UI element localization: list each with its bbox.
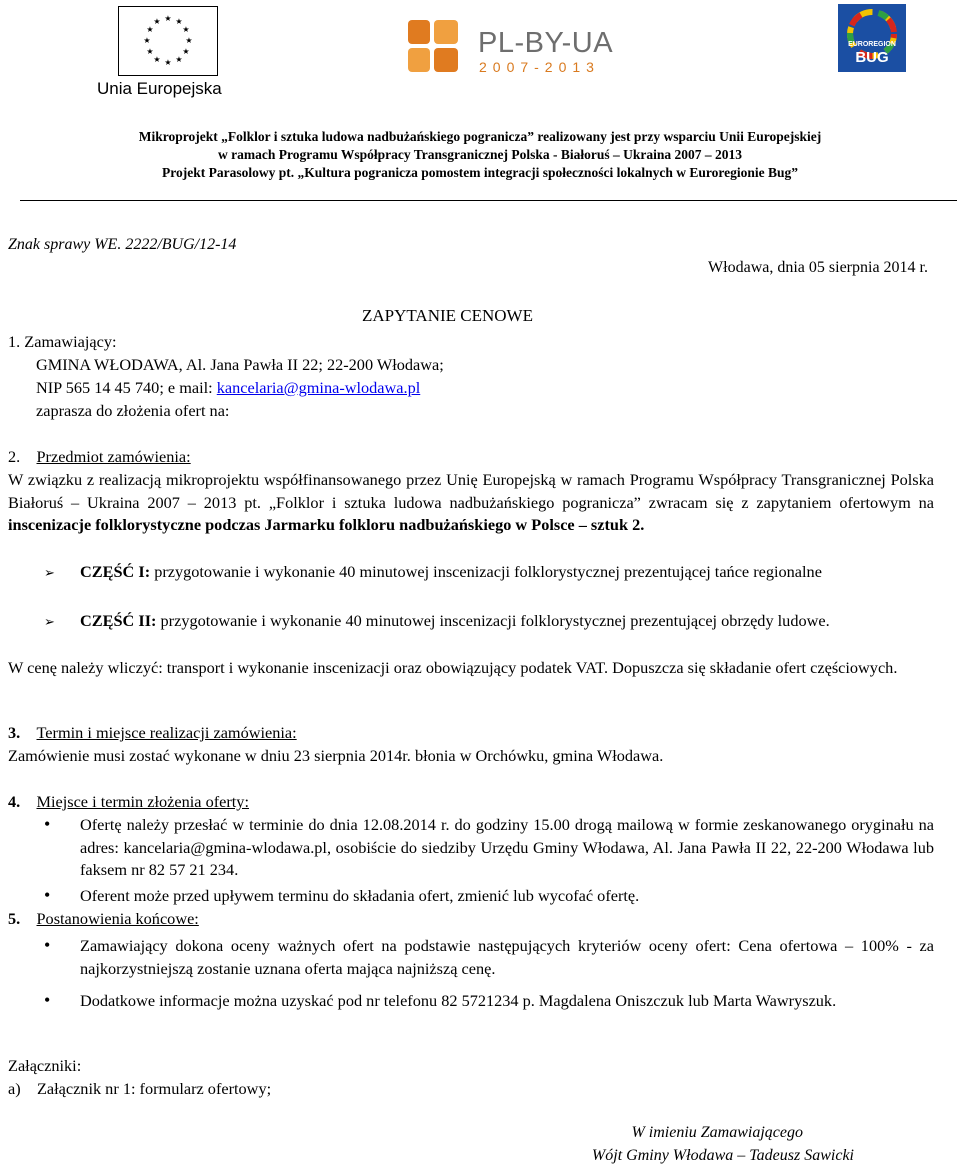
svg-text:★: ★ xyxy=(164,14,172,23)
eu-flag-logo xyxy=(118,6,218,76)
section-2-subject: inscenizacje folklorystyczne podczas Jarmarku folkloru nadbużańskiego w Polsce – sztuk 2. xyxy=(8,515,645,535)
section-5-heading xyxy=(8,908,199,931)
svg-text:★: ★ xyxy=(153,17,161,26)
document-title: ZAPYTANIE CENOWE xyxy=(362,306,533,325)
attachment-text: Załącznik nr 1: formularz ofertowy; xyxy=(36,1079,272,1098)
svg-text:★: ★ xyxy=(175,17,183,26)
part-1-text xyxy=(80,561,934,584)
bullet-icon: • xyxy=(44,814,51,834)
section-2-title: Przedmiot zamówienia: xyxy=(36,447,191,466)
part-1-description: przygotowanie i wykonanie 40 minutowej inscenizacji folklorystycznej prezentującej tańce regionalne xyxy=(150,562,822,581)
svg-text:★: ★ xyxy=(146,25,154,34)
section-2-number: 2. xyxy=(8,447,21,466)
svg-text:★: ★ xyxy=(182,47,190,56)
bullet-icon: • xyxy=(44,935,51,955)
header-line-2: w ramach Programu Współpracy Transgranicznej Polska - Białoruś – Ukraina 2007 – 2013 xyxy=(217,147,742,162)
header-line-1: Mikroprojekt „Folklor i sztuka ludowa nadbużańskiego pogranicza” realizowany jest przy wsparciu Unii Europejskiej xyxy=(138,129,822,144)
signature-line-1: W imieniu Zamawiającego xyxy=(631,1124,803,1141)
program-logo-years: 2007-2013 xyxy=(479,59,600,75)
section-3-heading xyxy=(8,722,297,745)
section-5-bullet-2 xyxy=(0,990,934,1013)
section-5-number: 5. xyxy=(8,909,21,928)
svg-text:★: ★ xyxy=(146,47,154,56)
part-2-label: CZĘŚĆ II: xyxy=(80,611,157,630)
orderer-nip: NIP 565 14 45 740; e mail: xyxy=(36,378,217,397)
withdrawal-note: Oferent może przed upływem terminu do składania ofert, zmienić lub wycofać ofertę. xyxy=(80,886,640,905)
attachment-item xyxy=(8,1078,271,1101)
euroregion-logo-line1: EUROREGION xyxy=(848,41,896,48)
contact-info: Dodatkowe informacje można uzyskać pod nr telefonu 82 5721234 p. Magdalena Oniszczuk lub Marta Wawryszuk. xyxy=(80,991,837,1010)
part-2-item xyxy=(0,610,934,633)
attachment-label: a) xyxy=(8,1079,21,1098)
euroregion-logo-line2: BUG xyxy=(855,49,889,66)
document-date: Włodawa, dnia 05 sierpnia 2014 r. xyxy=(708,259,928,276)
part-2-text xyxy=(80,610,934,633)
svg-text:★: ★ xyxy=(153,55,161,64)
section-4-bullet-2 xyxy=(0,885,934,908)
section-5-title: Postanowienia końcowe: xyxy=(36,909,199,928)
svg-text:★: ★ xyxy=(143,36,151,45)
attachments-heading: Załączniki: xyxy=(8,1056,82,1075)
orderer-contact xyxy=(36,377,420,400)
bullet-icon: • xyxy=(44,885,51,905)
section-4-heading xyxy=(8,791,249,814)
program-logo-icon xyxy=(408,18,464,81)
section-3-body: Zamówienie musi zostać wykonane w dniu 23 sierpnia 2014r. błonia w Orchówku, gmina Włodawa. xyxy=(8,746,664,765)
svg-text:★: ★ xyxy=(182,25,190,34)
section-2-heading xyxy=(8,446,191,469)
part-1-item xyxy=(0,561,934,584)
svg-text:★: ★ xyxy=(164,58,172,67)
signature-line-2: Wójt Gminy Włodawa – Tadeusz Sawicki xyxy=(591,1147,854,1164)
orderer-address: GMINA WŁODAWA, Al. Jana Pawła II 22; 22-200 Włodawa; xyxy=(36,355,444,374)
part-1-label: CZĘŚĆ I: xyxy=(80,562,151,581)
section-4-bullet-1 xyxy=(0,814,934,882)
section-3-title: Termin i miejsce realizacji zamówienia: xyxy=(36,723,297,742)
program-logo-title: PL-BY-UA xyxy=(478,27,614,59)
eu-stars-icon xyxy=(119,7,217,75)
section-3-number: 3. xyxy=(8,723,21,742)
section-2-body xyxy=(8,469,934,537)
svg-text:★: ★ xyxy=(175,55,183,64)
section-4-title: Miejsce i termin złożenia oferty: xyxy=(36,792,249,811)
part-2-description: przygotowanie i wykonanie 40 minutowej inscenizacji folklorystycznej prezentującej obrzędy ludowe. xyxy=(156,611,830,630)
arrow-bullet-icon: ➢ xyxy=(44,614,55,629)
evaluation-criteria: Zamawiający dokona oceny ważnych ofert na podstawie następujących kryteriów oceny ofert: Cena ofertowa – 100% - za najkorzystniejszą zostanie uznana oferta mająca najniższą cenę. xyxy=(80,936,934,978)
header-line-3: Projekt Parasolowy pt. „Kultura pogranicza pomostem integracji społeczności lokalnych w Euroregionie Bug” xyxy=(162,165,798,180)
svg-text:★: ★ xyxy=(185,36,193,45)
section-4-number: 4. xyxy=(8,792,21,811)
header-divider xyxy=(20,200,957,201)
section-5-bullet-1 xyxy=(0,935,934,980)
section-1-heading: 1. Zamawiający: xyxy=(8,332,117,351)
arrow-bullet-icon: ➢ xyxy=(44,565,55,580)
price-note: W cenę należy wliczyć: transport i wykonanie inscenizacji oraz obowiązujący podatek VAT. Dopuszcza się składanie ofert częściowych. xyxy=(8,658,898,677)
section-2-intro: W związku z realizacją mikroprojektu współfinansowanego przez Unię Europejską w ramach Programu Współpracy Transgranicznej Polska Białoruś – Ukraina 2007 – 2013 pt. „Folklor i sztuka ludowa nadbużańskiego pogranicza” zwracam się z zapytaniem ofertowym na xyxy=(8,470,934,512)
eu-label: Unia Europejska xyxy=(97,79,222,98)
invitation-text: zaprasza do złożenia ofert na: xyxy=(36,401,230,420)
orderer-email-link[interactable]: kancelaria@gmina-wlodawa.pl xyxy=(216,378,421,397)
case-reference: Znak sprawy WE. 2222/BUG/12-14 xyxy=(8,236,237,253)
submission-instructions: Ofertę należy przesłać w terminie do dnia 12.08.2014 r. do godziny 15.00 drogą mailową w formie zeskanowanego oryginału na adres: kancelaria@gmina-wlodawa.pl, osobiście do siedziby Urzędu Gminy Włodawa, Al. Jana Pawła II 22, 22-200 Włodawa lub faksem nr 82 57 21 234. xyxy=(80,815,934,880)
bullet-icon: • xyxy=(44,990,51,1010)
